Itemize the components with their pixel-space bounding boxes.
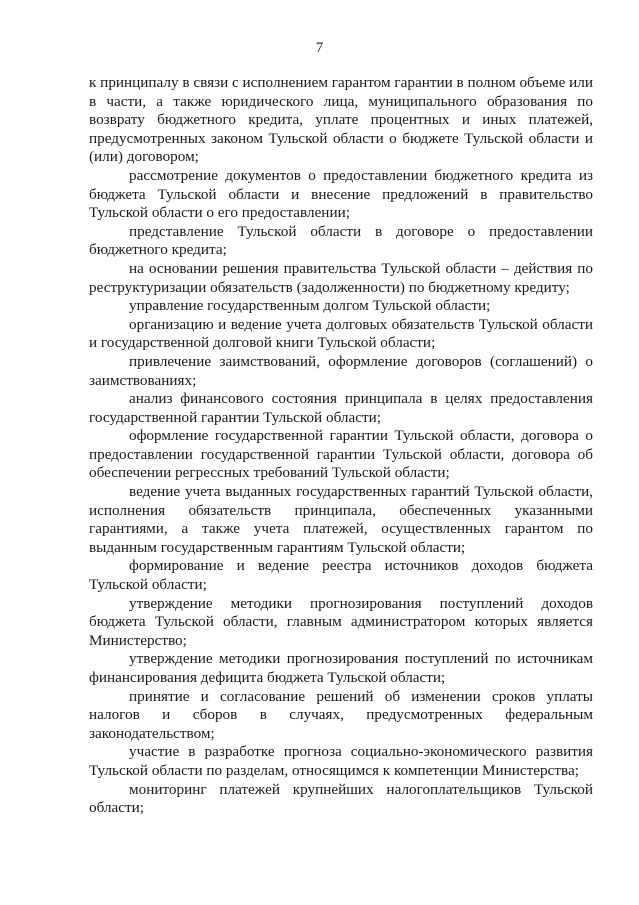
paragraph: ведение учета выданных государственных гарантий Тульской области, исполнения обязательств принципала, обеспеченных указанными гарантиями, а также учета платежей, осуществленных гарантом по выданным государственным гарантиям Тульской области; xyxy=(89,483,593,556)
paragraph: рассмотрение документов о предоставлении бюджетного кредита из бюджета Тульской области и внесение предложений в правительство Тульской области о его предоставлении; xyxy=(89,166,593,222)
paragraph: организацию и ведение учета долговых обязательств Тульской области и государственной долговой книги Тульской области; xyxy=(89,315,593,352)
paragraph: на основании решения правительства Тульской области – действия по реструктуризации обязательств (задолженности) по бюджетному кредиту; xyxy=(89,259,593,296)
paragraph: принятие и согласование решений об изменении сроков уплаты налогов и сборов в случаях, предусмотренных федеральным законодательством; xyxy=(89,687,593,742)
paragraph: оформление государственной гарантии Тульской области, договора о предоставлении государственной гарантии Тульской области, договора об обеспечении регрессных требований Тульской области; xyxy=(89,427,593,482)
paragraph: привлечение заимствований, оформление договоров (соглашений) о заимствованиях; xyxy=(89,352,593,389)
paragraph: анализ финансового состояния принципала в целях предоставления государственной гарантии Тульской области; xyxy=(89,390,593,426)
paragraph: утверждение методики прогнозирования поступлений по источникам финансирования дефицита бюджета Тульской области; xyxy=(89,650,593,686)
paragraph: формирование и ведение реестра источников доходов бюджета Тульской области; xyxy=(89,557,593,594)
page-number: 7 xyxy=(315,40,324,56)
paragraph: управление государственным долгом Тульской области; xyxy=(129,297,491,315)
document-body xyxy=(89,74,593,818)
paragraph: к принципалу в связи с исполнением гарантом гарантии в полном объеме или в части, а также юридического лица, муниципального образования по возврату бюджетного кредита, уплате процентных и иных платежей, предусмотренных законом Тульской области о бюджете Тульской области и (или) договором; xyxy=(89,74,593,166)
paragraph: утверждение методики прогнозирования поступлений доходов бюджета Тульской области, главным администратором которых является Министерство; xyxy=(89,594,593,649)
paragraph: мониторинг платежей крупнейших налогоплательщиков Тульской области; xyxy=(89,780,593,817)
paragraph: участие в разработке прогноза социально-экономического развития Тульской области по разделам, относящимся к компетенции Министерства; xyxy=(89,743,593,779)
paragraph: представление Тульской области в договоре о предоставлении бюджетного кредита; xyxy=(89,222,593,259)
